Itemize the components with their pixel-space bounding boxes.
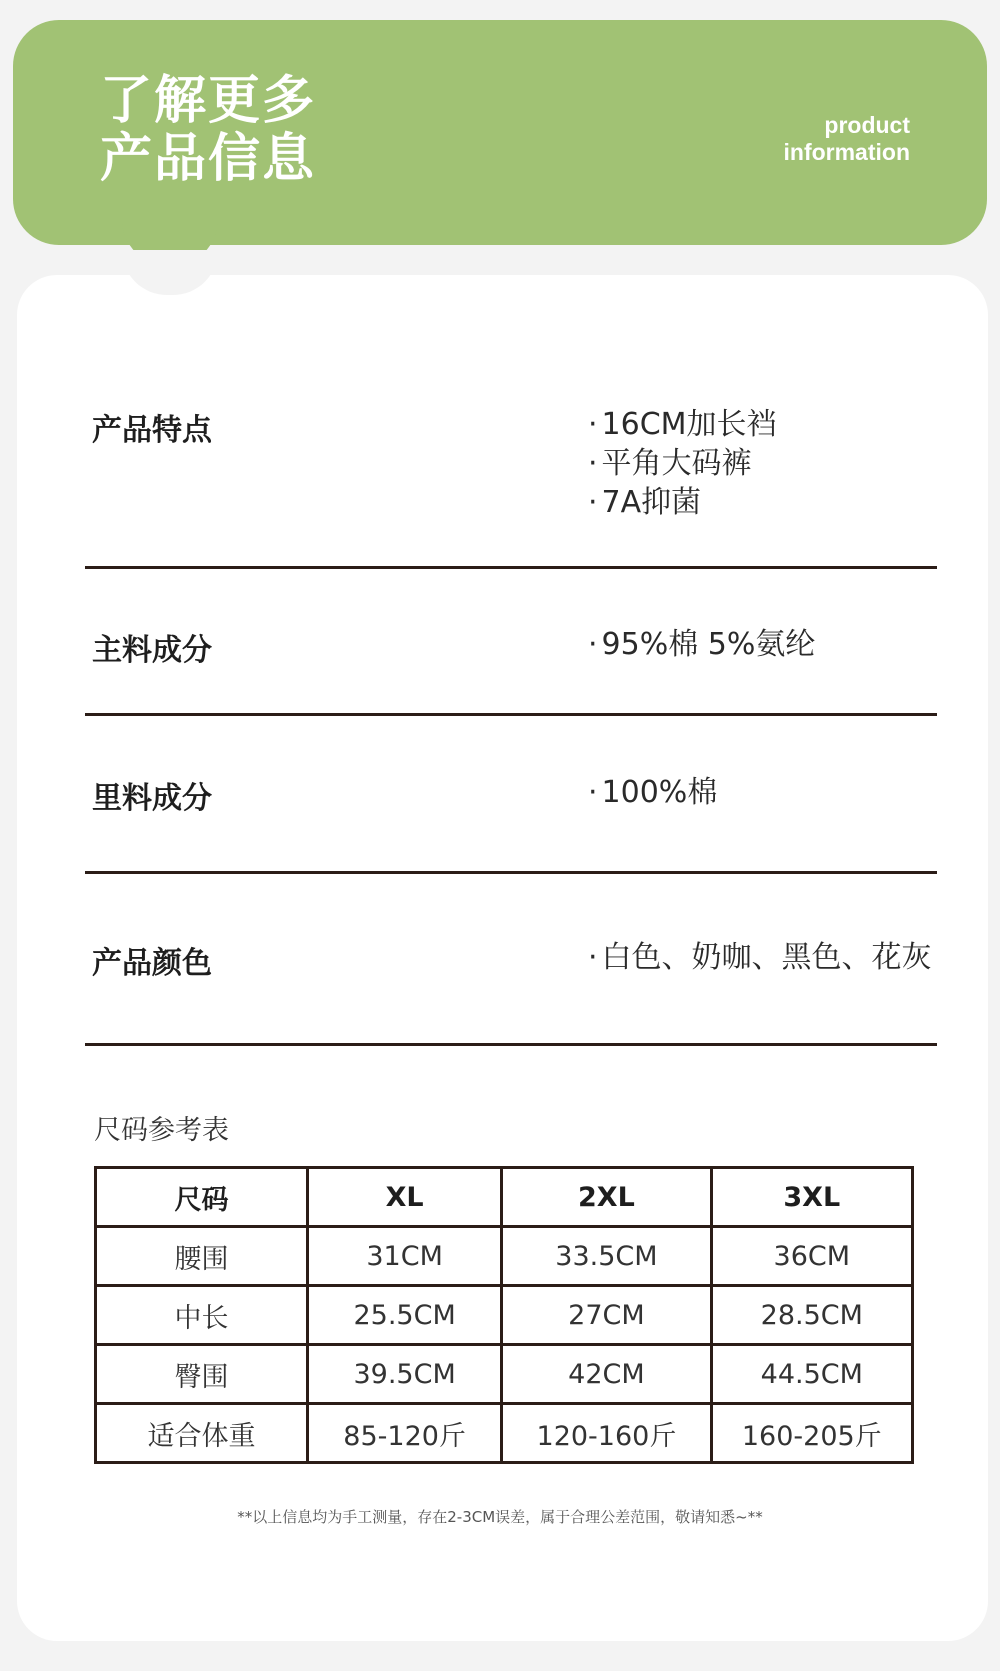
divider [85,713,937,716]
measurement-footnote: **以上信息均为手工测量，存在2-3CM误差，属于合理公差范围，敬请知悉~** [237,1508,763,1526]
table-cell: 33.5CM [502,1227,711,1286]
spec-value: · 16CM加长裆 [588,405,777,444]
spec-value: · 95%棉 5%氨纶 [588,625,815,664]
table-cell: 42CM [502,1345,711,1404]
table-cell: 27CM [502,1286,711,1345]
spec-values-colors [588,938,932,977]
divider [85,871,937,874]
table-header-cell: 3XL [711,1168,912,1227]
divider [85,566,937,569]
banner-subtitle-line2: information [783,139,910,165]
table-cell: 31CM [307,1227,501,1286]
table-cell: 36CM [711,1227,912,1286]
banner-subtitle-line1: product [824,112,910,138]
spec-values-features [588,405,777,522]
banner-title-line1: 了解更多 [100,71,317,131]
header-banner [13,20,987,245]
table-header-cell: 尺码 [96,1168,308,1227]
spec-label-main-material: 主料成分 [92,633,212,668]
banner-title-line2: 产品信息 [100,129,317,189]
size-table-title: 尺码参考表 [94,1115,229,1146]
table-header-cell: XL [307,1168,501,1227]
spec-label-lining: 里料成分 [92,781,212,816]
table-header-cell: 2XL [502,1168,711,1227]
banner-subtitle [784,112,911,166]
banner-title [100,72,316,188]
table-row [96,1404,913,1463]
spec-value: · 平角大码裤 [588,444,777,483]
spec-value: · 7A抑菌 [588,483,777,522]
table-cell: 160-205斤 [711,1404,912,1463]
size-table [94,1166,914,1464]
table-cell: 臀围 [96,1345,308,1404]
spec-label-features: 产品特点 [92,413,212,448]
table-header-row [96,1168,913,1227]
table-row [96,1345,913,1404]
table-cell: 适合体重 [96,1404,308,1463]
table-cell: 39.5CM [307,1345,501,1404]
table-cell: 44.5CM [711,1345,912,1404]
spec-value: · 白色、奶咖、黑色、花灰 [588,938,932,977]
spec-label-colors: 产品颜色 [92,946,212,981]
spec-values-lining [588,773,717,812]
table-cell: 中长 [96,1286,308,1345]
table-cell: 25.5CM [307,1286,501,1345]
table-cell: 28.5CM [711,1286,912,1345]
spec-value: · 100%棉 [588,773,717,812]
table-cell: 85-120斤 [307,1404,501,1463]
divider [85,1043,937,1046]
table-cell: 腰围 [96,1227,308,1286]
table-row [96,1227,913,1286]
spec-values-main-material [588,625,815,664]
table-row [96,1286,913,1345]
table-cell: 120-160斤 [502,1404,711,1463]
